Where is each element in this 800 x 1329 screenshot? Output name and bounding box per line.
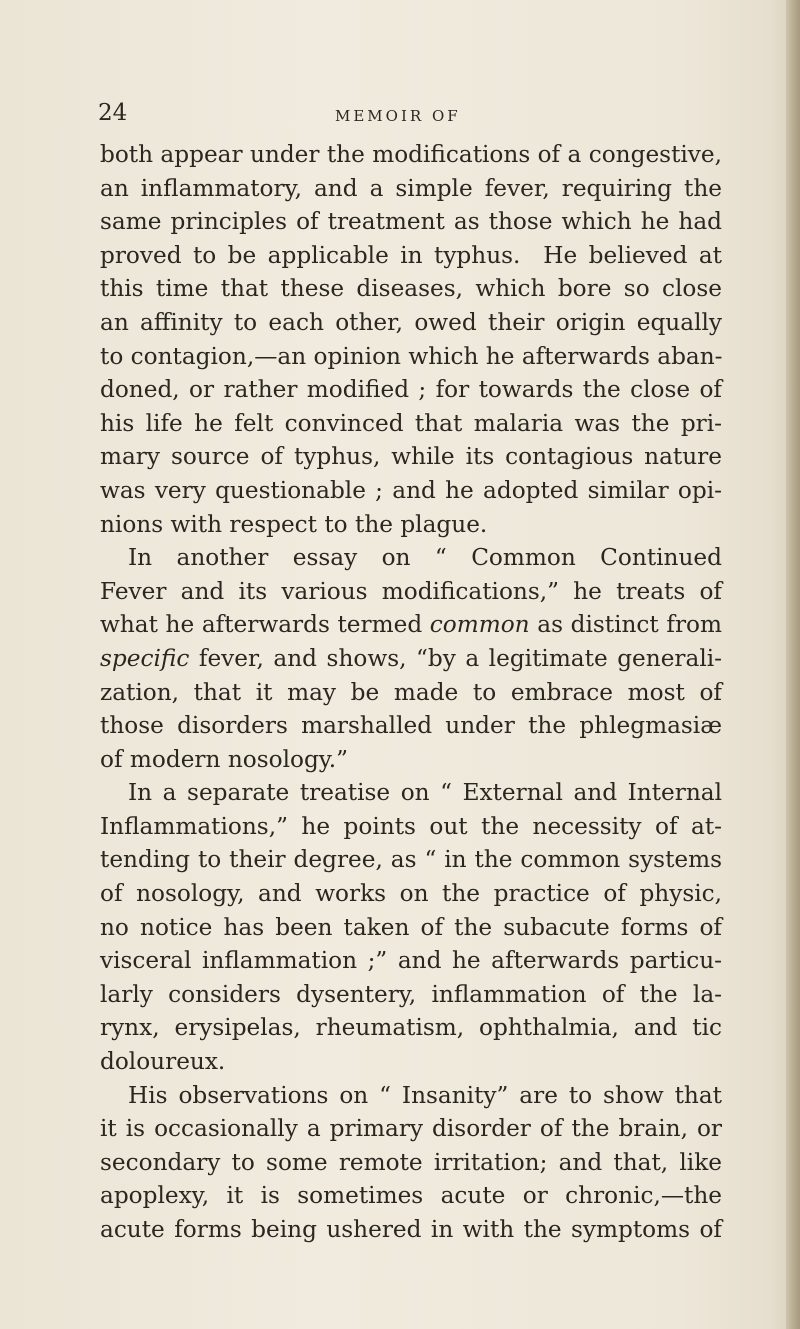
text-line: mary source of typhus, while its contagious nature — [100, 443, 722, 471]
running-head: MEMOIR OF — [335, 107, 461, 125]
text-line: larly considers dysentery, inflammation of the la- — [100, 980, 722, 1008]
text-line: apoplexy, it is sometimes acute or chronic,—the — [100, 1182, 722, 1210]
body-text — [100, 138, 722, 1247]
text-line: visceral inflammation ;” and he afterwards particu- — [100, 947, 722, 975]
text-line: no notice has been taken of the subacute forms of — [100, 913, 722, 941]
text-line: an inflammatory, and a simple fever, requiring the — [100, 174, 722, 202]
text-line: doned, or rather modified ; for towards the close of — [100, 376, 722, 404]
text-line: specific fever, and shows, “by a legitimate generali- — [100, 644, 722, 672]
page-number: 24 — [98, 100, 128, 126]
paragraph-start-line: His observations on “ Insanity” are to show that — [128, 1081, 722, 1109]
paragraph-end-line: doloureux. — [100, 1048, 226, 1076]
text-line: secondary to some remote irritation; and that, like — [100, 1148, 722, 1176]
text-line: same principles of treatment as those which he had — [100, 208, 722, 236]
text-line: an affinity to each other, owed their origin equally — [100, 308, 722, 336]
text-line: of nosology, and works on the practice of physic, — [100, 880, 722, 908]
text-line: proved to be applicable in typhus. He believed at — [100, 241, 722, 269]
text-line: tending to their degree, as “ in the common systems — [100, 846, 722, 874]
text-line: to contagion,—an opinion which he afterwards aban- — [100, 342, 723, 370]
text-line: zation, that it may be made to embrace most of — [100, 678, 722, 706]
text-line: Inflammations,” he points out the necessity of at- — [100, 812, 722, 840]
paragraph-start-line: In another essay on “ Common Continued — [128, 544, 722, 572]
text-line: Fever and its various modifications,” he treats of — [100, 577, 722, 605]
text-line: it is occasionally a primary disorder of the brain, or — [100, 1115, 722, 1143]
paragraph-end-line: nions with respect to the plague. — [100, 510, 488, 538]
page-edge — [786, 0, 800, 1329]
text-line: this time that these diseases, which bore so close — [100, 275, 722, 303]
paragraph-end-line: of modern nosology.” — [100, 745, 349, 773]
text-line: rynx, erysipelas, rheumatism, ophthalmia, and tic — [100, 1014, 722, 1042]
text-line: was very questionable ; and he adopted similar opi- — [100, 476, 722, 504]
text-line: acute forms being ushered in with the symptoms of — [100, 1216, 722, 1243]
text-line: both appear under the modifications of a congestive, — [100, 141, 722, 168]
text-line: his life he felt convinced that malaria was the pri- — [100, 409, 722, 437]
paragraph-start-line: In a separate treatise on “ External and Internal — [128, 779, 722, 807]
text-line: what he afterwards termed common as distinct from — [100, 611, 722, 639]
text-line: those disorders marshalled under the phlegmasiæ — [100, 712, 722, 740]
